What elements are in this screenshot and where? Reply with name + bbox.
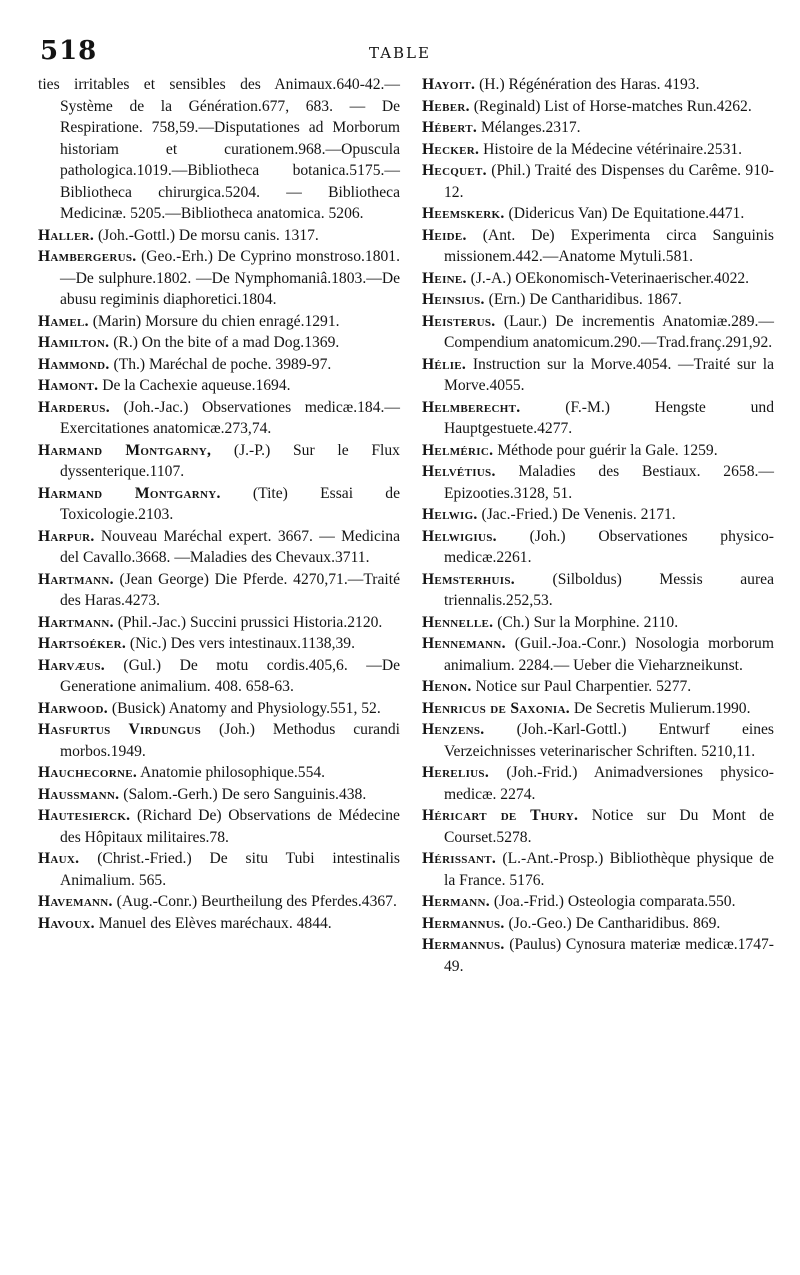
author-name: Hennelle. (422, 613, 494, 631)
index-entry (422, 397, 774, 440)
index-entry (38, 762, 400, 784)
author-name: Hartmann. (38, 570, 114, 588)
entry-text: (Reginald) List of Horse-matches Run.4262. (473, 97, 752, 115)
entry-text: (L.-Ant.-Prosp.) Bibliothèque physique de la France. 5176. (444, 850, 774, 889)
index-entry (38, 74, 400, 225)
index-entry (38, 354, 400, 376)
entry-text: (Th.) Maréchal de poche. 3989-97. (113, 355, 332, 373)
entry-text: (Laur.) De incrementis Anatomiæ.289.—Compendium anatomicum.290.—Trad.franç.291,92. (444, 312, 774, 351)
entry-text: Maladies des Bestiaux. 2658.—Epizooties.3128, 51. (444, 463, 774, 502)
index-entry (38, 440, 400, 483)
author-name: Hartsoéker. (38, 635, 127, 652)
index-entry (38, 633, 400, 655)
index-entry (422, 934, 774, 977)
entry-text: (Jean George) Die Pferde. 4270,71.—Traité des Haras.4273. (60, 570, 400, 609)
index-entry (38, 848, 400, 891)
index-entry (38, 719, 400, 762)
index-entry (422, 526, 774, 569)
index-entry (38, 332, 400, 354)
author-name: Harmand Montgarny, (38, 441, 212, 459)
index-entry (422, 160, 774, 203)
index-entry (38, 913, 400, 935)
index-entry (38, 526, 400, 569)
index-entry (38, 805, 400, 848)
entry-text: (Tite) Essai de Toxicologie.2103. (60, 484, 400, 523)
author-name: Helwig. (422, 506, 478, 523)
index-entry (38, 698, 400, 720)
entry-text: (Phil.) Traité des Dispenses du Carême. 910-12. (444, 162, 774, 201)
index-entry (422, 848, 774, 891)
entry-text: ties irritables et sensibles des Animaux.640-42.—Système de la Génération.677, 683. — De Respiratione. 758,59.—Disputationes ad Morborum historiam et curationem.968.—Opuscula pathologica.1019.—Bibliotheca botanica.5175.—Bibliotheca chirurgica.5204. — Bibliotheca Medicinæ. 5205.—Bibliotheca anatomica. 5206. (38, 76, 400, 222)
entry-text: (J.-P.) Sur le Flux dyssenterique.1107. (60, 441, 400, 480)
index-entry (38, 784, 400, 806)
index-entry (422, 74, 774, 96)
author-name: Hamont. (38, 377, 99, 394)
entry-text: (Geo.-Erh.) De Cyprino monstroso.1801.—De sulphure.1802. —De Nymphomaniâ.1803.—De abusu regiminis diaphoretici.1804. (60, 248, 400, 308)
index-entry (422, 698, 774, 720)
author-name: Harderus. (38, 398, 110, 416)
author-name: Havemann. (38, 893, 113, 910)
entry-text: (Jo.-Geo.) De Cantharidibus. 869. (508, 914, 721, 932)
entry-text: (Richard De) Observations de Médecine des Hôpitaux militaires.78. (60, 807, 400, 846)
entry-text: (J.-A.) OEkonomisch-Veterinaerischer.4022. (470, 269, 750, 287)
entry-text: (Busick) Anatomy and Physiology.551, 52. (111, 699, 381, 717)
author-name: Henzens. (422, 721, 485, 738)
index-entry (422, 139, 774, 161)
entry-text: (Silboldus) Messis aurea triennalis.252,53. (444, 570, 774, 609)
author-name: Hamel. (38, 312, 89, 330)
author-name: Heemskerk. (422, 205, 505, 222)
left-column (38, 74, 400, 934)
index-entry (38, 891, 400, 913)
index-entry (38, 569, 400, 612)
author-name: Hecker. (422, 140, 480, 158)
author-name: Hélie. (422, 355, 467, 373)
author-name: Hambergerus. (38, 248, 137, 265)
index-entry (422, 203, 774, 225)
entry-text: (Ern.) De Cantharidibus. 1867. (488, 291, 682, 308)
page-header (40, 36, 760, 68)
author-name: Héricart de Thury. (422, 807, 579, 824)
index-entry (422, 891, 774, 913)
entry-text: (Paulus) Cynosura materiæ medicæ.1747-49. (444, 936, 775, 975)
entry-text: De Secretis Mulierum.1990. (573, 699, 751, 717)
author-name: Herelius. (422, 764, 490, 781)
entry-text: De la Cachexie aqueuse.1694. (102, 377, 291, 394)
entry-text: (H.) Régénération des Haras. 4193. (479, 76, 700, 93)
entry-text: (Joa.-Frid.) Osteologia comparata.550. (493, 893, 736, 910)
index-entry (38, 246, 400, 311)
entry-text: Anatomie philosophique.554. (140, 764, 326, 781)
entry-text: (Guil.-Joa.-Conr.) Nosologia morborum animalium. 2284.— Ueber die Vieharzneikunst. (444, 635, 774, 674)
entry-text: (R.) On the bite of a mad Dog.1369. (113, 334, 340, 351)
author-name: Haussmann. (38, 785, 120, 803)
author-name: Haller. (38, 226, 95, 244)
index-entry (422, 633, 774, 676)
index-entry (422, 719, 774, 762)
page-number: 518 (40, 36, 98, 66)
author-name: Hecquet. (422, 162, 487, 179)
entry-text: (Marin) Morsure du chien enragé.1291. (92, 312, 340, 330)
entry-text: (Ant. De) Experimenta circa Sanguinis missionem.442.—Anatome Mytuli.581. (444, 226, 775, 265)
entry-text: Notice sur Paul Charpentier. 5277. (475, 678, 692, 695)
index-entry (38, 655, 400, 698)
index-entry (422, 461, 774, 504)
entry-text: (Christ.-Fried.) De situ Tubi intestinalis Animalium. 565. (60, 850, 400, 889)
author-name: Havoux. (38, 914, 95, 932)
author-name: Haux. (38, 850, 80, 867)
entry-text: (Gul.) De motu cordis.405,6. —De Generatione animalium. 408. 658-63. (60, 656, 400, 695)
entry-text: Notice sur Du Mont de Courset.5278. (444, 807, 775, 846)
index-entry (38, 225, 400, 247)
author-name: Hautesierck. (38, 807, 131, 824)
author-name: Heine. (422, 269, 467, 287)
index-entry (422, 225, 774, 268)
author-name: Harpur. (38, 527, 95, 545)
index-entry (422, 612, 774, 634)
index-entry (422, 805, 774, 848)
author-name: Harvæus. (38, 656, 105, 674)
index-entry (422, 440, 774, 462)
author-name: Hemsterhuis. (422, 570, 515, 588)
entry-text: Instruction sur la Morve.4054. —Traité sur la Morve.4055. (444, 355, 774, 394)
index-entry (422, 676, 774, 698)
author-name: Hayoit. (422, 76, 476, 93)
author-name: Hermann. (422, 893, 490, 910)
entry-text: Méthode pour guérir la Gale. 1259. (497, 441, 718, 459)
author-name: Helwigius. (422, 527, 497, 545)
entry-text: (Joh.-Gottl.) De morsu canis. 1317. (97, 226, 319, 244)
entry-text: (Phil.-Jac.) Succini prussici Historia.2120. (117, 613, 383, 631)
author-name: Hartmann. (38, 613, 114, 631)
index-entry (422, 268, 774, 290)
author-name: Hamilton. (38, 334, 110, 351)
index-entry (422, 117, 774, 139)
index-entry (422, 913, 774, 935)
author-name: Heide. (422, 226, 467, 244)
entry-text: (Didericus Van) De Equitatione.4471. (508, 205, 745, 222)
author-name: Heinsius. (422, 291, 485, 308)
author-name: Henricus de Saxonia. (422, 699, 570, 717)
entry-text: (Joh.) Methodus curandi morbos.1949. (60, 721, 400, 760)
index-entry (422, 504, 774, 526)
author-name: Hérissant. (422, 850, 497, 867)
author-name: Henon. (422, 678, 472, 695)
entry-text: Manuel des Elèves maréchaux. 4844. (98, 914, 332, 932)
author-name: Helvétius. (422, 463, 496, 480)
author-name: Harmand Montgarny. (38, 484, 221, 502)
entry-text: (Nic.) Des vers intestinaux.1138,39. (129, 635, 355, 652)
right-column (422, 74, 774, 977)
index-entry (38, 311, 400, 333)
index-entry (422, 289, 774, 311)
index-entry (422, 762, 774, 805)
author-name: Helméric. (422, 441, 494, 459)
entry-text: (Joh.-Jac.) Observationes medicæ.184.—Exercitationes anatomicæ.273,74. (60, 398, 400, 437)
entry-text: (Joh.) Observationes physico-medicæ.2261. (444, 527, 775, 566)
index-entry (38, 397, 400, 440)
author-name: Hermannus. (422, 936, 505, 953)
index-entry (38, 612, 400, 634)
author-name: Hasfurtus Virdungus (38, 721, 202, 738)
entry-text: (Ch.) Sur la Morphine. 2110. (497, 613, 679, 631)
entry-text: Nouveau Maréchal expert. 3667. — Medicina del Cavallo.3668. —Maladies des Chevaux.3711. (60, 527, 400, 566)
index-entry (422, 96, 774, 118)
entry-text: (Salom.-Gerh.) De sero Sanguinis.438. (123, 785, 367, 803)
author-name: Hébert. (422, 119, 478, 136)
index-entry (38, 483, 400, 526)
author-name: Hennemann. (422, 635, 506, 652)
index-entry (422, 311, 774, 354)
author-name: Heber. (422, 97, 470, 115)
author-name: Hermannus. (422, 914, 505, 932)
entry-text: (Joh.-Frid.) Animadversiones physico-medicæ. 2274. (444, 764, 774, 803)
index-entry (422, 569, 774, 612)
entry-text: (Jac.-Fried.) De Venenis. 2171. (481, 506, 676, 523)
author-name: Heisterus. (422, 312, 496, 330)
author-name: Helmberecht. (422, 398, 521, 416)
author-name: Hauchecorne. (38, 764, 138, 781)
running-title: TABLE (369, 44, 431, 62)
entry-text: (Aug.-Conr.) Beurtheilung des Pferdes.4367. (116, 893, 397, 910)
index-entry (422, 354, 774, 397)
index-entry (38, 375, 400, 397)
entry-text: Mélanges.2317. (480, 119, 581, 136)
author-name: Hammond. (38, 355, 110, 373)
author-name: Harwood. (38, 699, 108, 717)
entry-text: (F.-M.) Hengste und Hauptgestuete.4277. (444, 398, 775, 437)
entry-text: Histoire de la Médecine vétérinaire.2531. (483, 140, 743, 158)
entry-text: (Joh.-Karl-Gottl.) Entwurf eines Verzeichnisses veterinarischer Schriften. 5210,11. (444, 721, 774, 760)
